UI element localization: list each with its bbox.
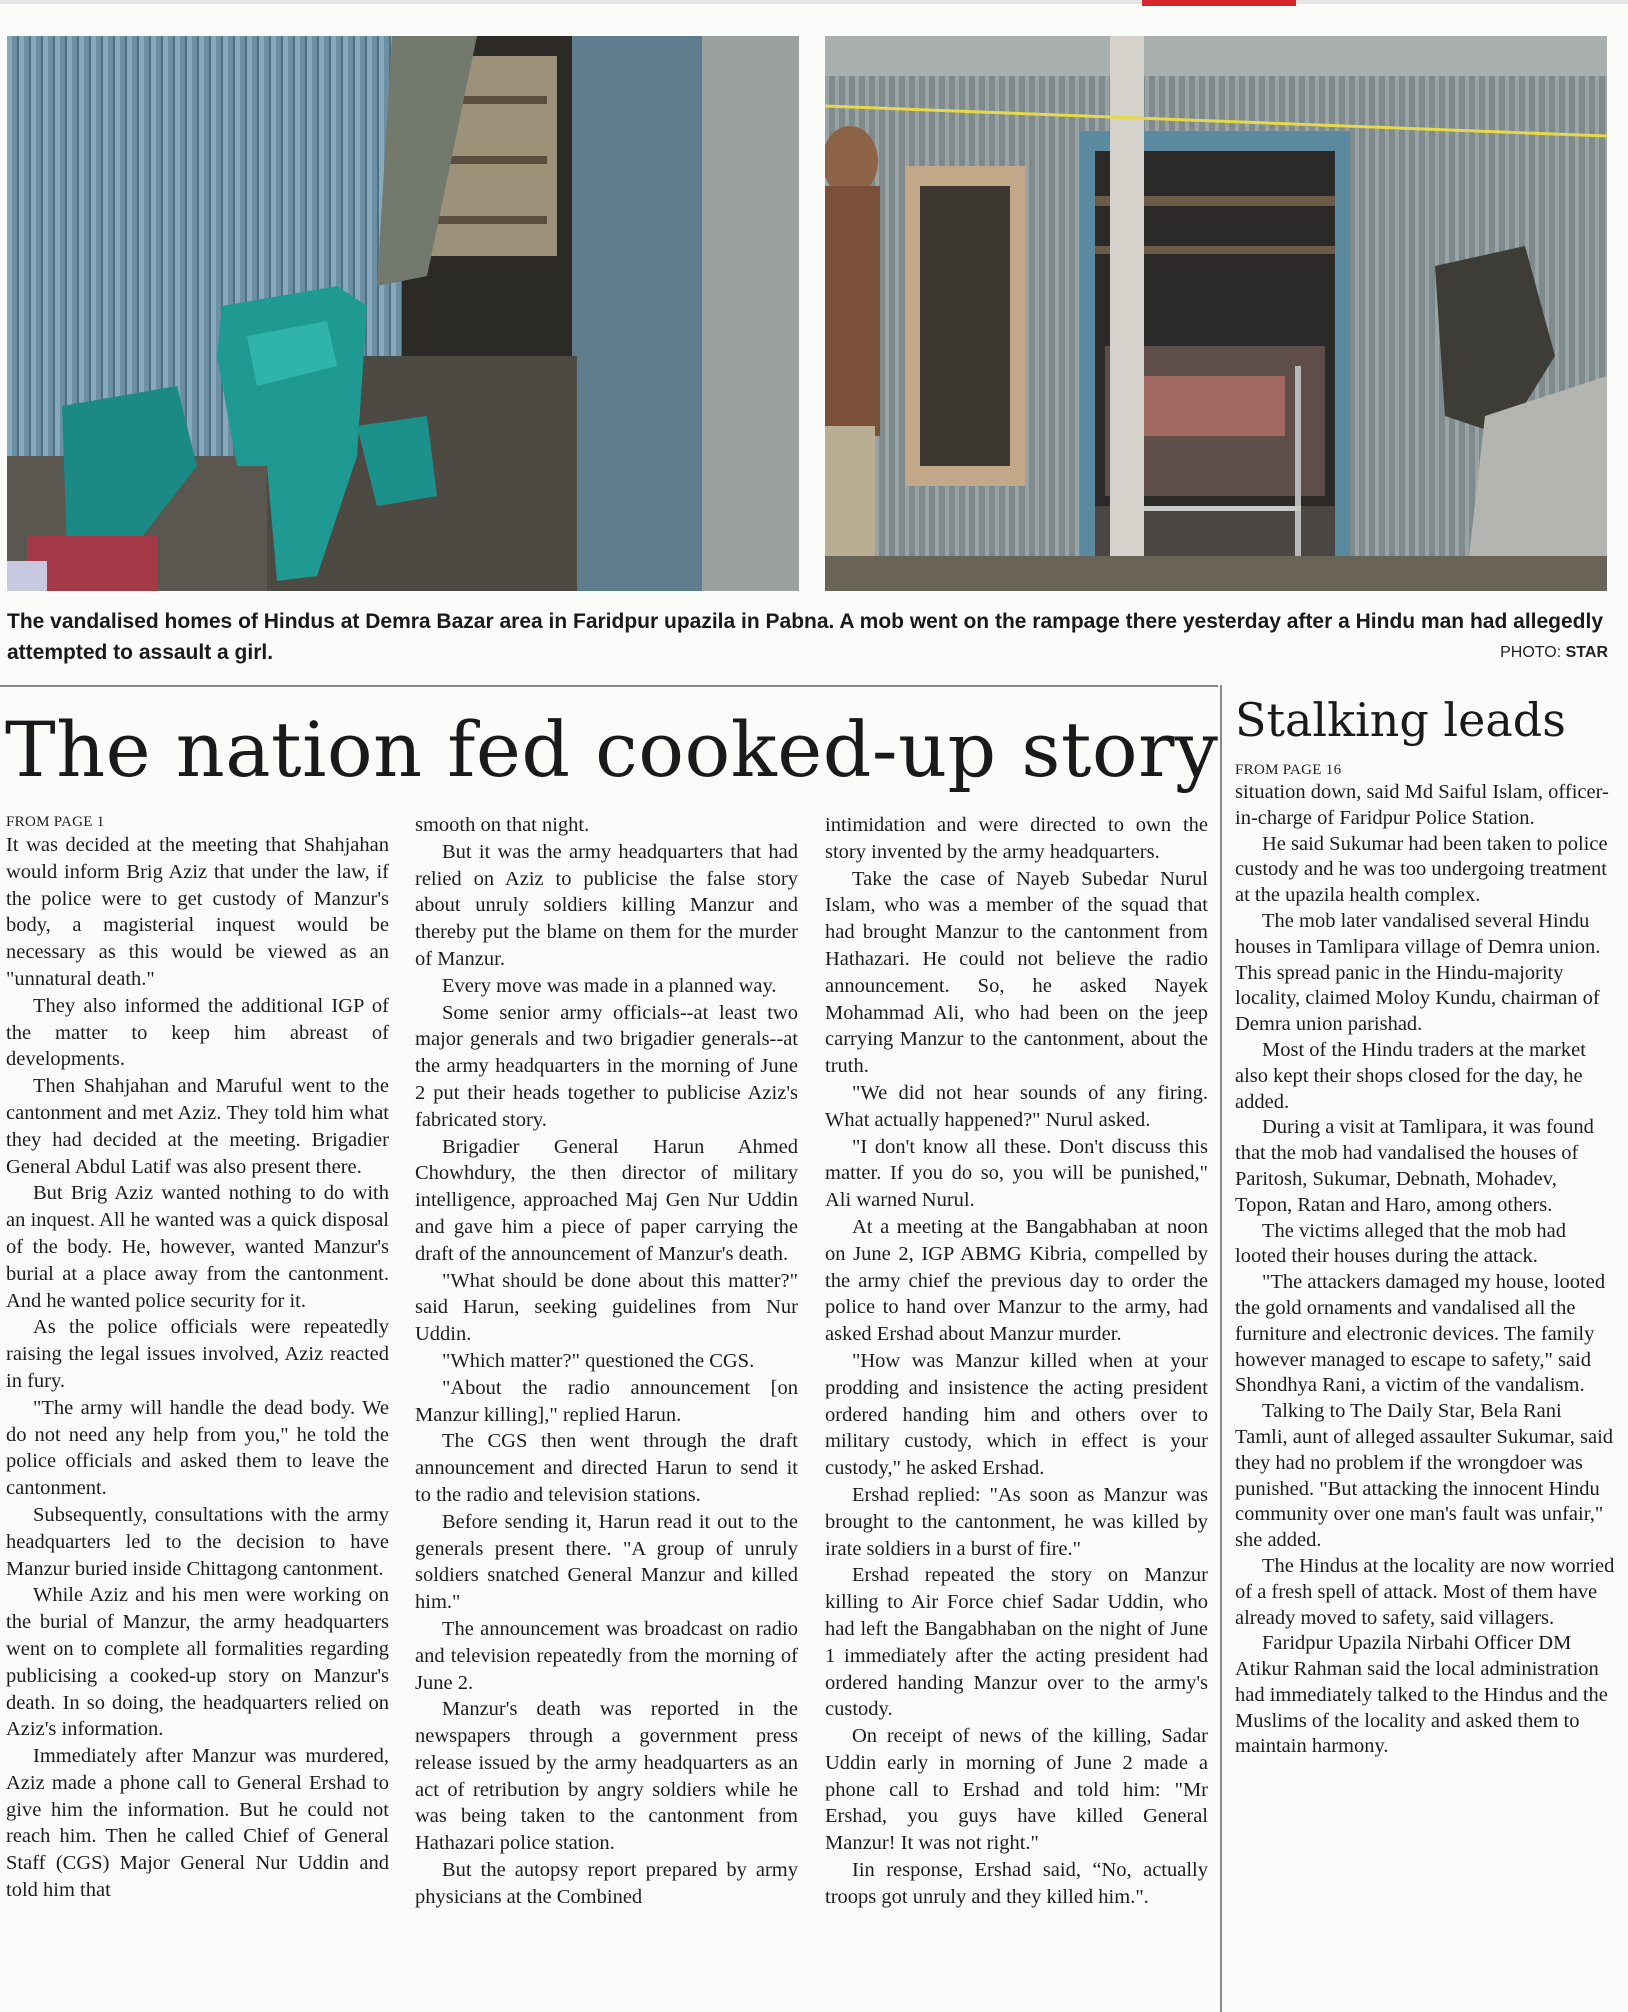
paragraph: Take the case of Nayeb Subedar Nurul Islam, who was a member of the squad that had brought Manzur to the cantonment from Hathazari. He could not believe the radio announcement. So, he asked Nayek Mohammad Ali, who had been on the jeep carrying Manzur to the cantonment, about the truth.: [825, 867, 1208, 1078]
paragraph: The announcement was broadcast on radio and television repeatedly from the morning of June 2.: [415, 1617, 798, 1694]
paragraph: Iin response, Ershad said, “No, actually troops got unruly and they killed him.".: [825, 1859, 1208, 1908]
paragraph: "We did not hear sounds of any firing. What actually happened?" Nurul asked.: [825, 1081, 1208, 1131]
photo-vandalised-room-chairs: [7, 36, 799, 591]
paragraph: Some senior army officials--at least two major generals and two brigadier generals--at the army headquarters in the morning of June 2 put their heads together to publicise Aziz's fabricated story.: [415, 1001, 798, 1131]
main-headline: The nation fed cooked-up story: [5, 705, 1219, 794]
paragraph: The victims alleged that the mob had looted their houses during the attack.: [1235, 1219, 1566, 1268]
photo-caption: The vandalised homes of Hindus at Demra Bazar area in Faridpur upazila in Pabna. A mob went on the rampage there yesterday after a Hindu man had allegedly attempted to assault a girl.: [7, 610, 1604, 664]
paragraph: Ershad replied: "As soon as Manzur was brought to the cantonment, he was killed by irate soldiers in a burst of fire.": [825, 1483, 1208, 1560]
jump-line-from-page-16: FROM PAGE 16: [1235, 762, 1342, 778]
paragraph: "Which matter?" questioned the CGS.: [442, 1349, 755, 1372]
paragraph: During a visit at Tamlipara, it was found that the mob had vandalised the houses of Paritosh, Sukumar, Debnath, Mohadev, Topon, Ratan and Haro, among others.: [1235, 1116, 1594, 1216]
top-rule: [0, 0, 1628, 4]
main-story-column-1: [6, 812, 389, 2012]
paragraph: He said Sukumar had been taken to police custody and he was too undergoing treatment at the upazila health complex.: [1235, 832, 1608, 907]
paragraph: While Aziz and his men were working on the burial of Manzur, the army headquarters went on to complete all formalities regarding publicising a cooked-up story on Manzur's death. In so doing, the headquarters relied on Aziz's information.: [6, 1584, 389, 1741]
jump-line-from-page-1: FROM PAGE 1: [6, 814, 105, 830]
side-story-column: [1235, 760, 1617, 1960]
paragraph: Every move was made in a planned way.: [442, 974, 777, 997]
paragraph: Then Shahjahan and Maruful went to the cantonment and met Aziz. They told him what they had decided at the meeting. Brigadier General Abdul Latif was also present there.: [6, 1075, 389, 1178]
headline-rule: [0, 685, 1218, 687]
paragraph: The Hindus at the locality are now worried of a fresh spell of attack. Most of them have already moved to safety, said villagers.: [1235, 1554, 1615, 1629]
paragraph: "What should be done about this matter?" said Harun, seeking guidelines from Nur Uddin.: [415, 1269, 798, 1346]
paragraph: Brigadier General Harun Ahmed Chowhdury, the then director of military intelligence, approached Maj Gen Nur Uddin and gave him a piece of paper carrying the draft of the announcement of Manzur's death.: [415, 1135, 798, 1265]
paragraph: Manzur's death was reported in the newspapers through a government press release issued by the army headquarters as an act of retribution by angry soldiers while he was being taken to the cantonment from Hathazari police station.: [415, 1698, 798, 1855]
paragraph: The CGS then went through the draft announcement and directed Harun to send it to the radio and television stations.: [415, 1430, 798, 1506]
paragraph: Ershad repeated the story on Manzur killing to Air Force chief Sadar Uddin, who had left the Bangabhaban on the night of June 1 immediately after the acting president had ordered handing Manzur over to the army's custody.: [825, 1564, 1208, 1721]
paragraph: The mob later vandalised several Hindu houses in Tamlipara village of Demra union. This spread panic in the Hindu-majority locality, claimed Moloy Kundu, chairman of Demra union parishad.: [1235, 909, 1601, 1036]
paragraph: Faridpur Upazila Nirbahi Officer DM Atikur Rahman said the local administration had immediately talked to the Hindus and the Muslims of the locality and asked them to maintain harmony.: [1235, 1632, 1608, 1758]
paragraph: It was decided at the meeting that Shahjahan would inform Brig Aziz that under the law, if the police were to get custody of Manzur's body, a magisterial inquest would be necessary as this would be viewed as an "unnatural death.": [6, 834, 389, 990]
paragraph: Immediately after Manzur was murdered, Aziz made a phone call to General Ershad to give him the information. But he could not reach him. Then he called Chief of General Staff (CGS) Major General Nur Uddin and told him that: [6, 1745, 389, 1902]
paragraph: situation down, said Md Saiful Islam, officer-in-charge of Faridpur Police Station.: [1235, 781, 1609, 829]
section-flag: [1142, 0, 1296, 6]
paragraph: But the autopsy report prepared by army physicians at the Combined: [415, 1859, 798, 1908]
paragraph: Before sending it, Harun read it out to the generals present there. "A group of unruly soldiers snatched General Manzur and killed him.": [415, 1510, 798, 1614]
column-divider: [1220, 685, 1222, 2012]
paragraph: "How was Manzur killed when at your prodding and insistence the acting president ordered handing him and others over to military custody, which in effect is your custody," he asked Ershad.: [825, 1349, 1208, 1480]
photo-credit-source: STAR: [1565, 644, 1608, 661]
paragraph: At a meeting at the Bangabhaban at noon on June 2, IGP ABMG Kibria, compelled by the army chief the previous day to order the police to hand over Manzur to the army, had asked Ershad about Manzur murder.: [825, 1215, 1208, 1346]
paragraph: On receipt of news of the killing, Sadar Uddin early in morning of June 2 made a phone call to Ershad and told him: "Mr Ershad, you guys have killed General Manzur! It was not right.": [825, 1725, 1208, 1855]
paragraph: "The army will handle the dead body. We do not need any help from you," he told the police officials and asked them to leave the cantonment.: [6, 1396, 389, 1500]
paragraph: Talking to The Daily Star, Bela Rani Tamli, aunt of alleged assaulter Sukumar, said they had no problem if the wrongdoer was punished. "But attacking the innocent Hindu community over one man's fault was unfair," she added.: [1235, 1400, 1614, 1552]
paragraph: They also informed the additional IGP of the matter to keep him abreast of developments.: [6, 994, 389, 1071]
main-story-column-2: [415, 812, 798, 2012]
paragraph: But Brig Aziz wanted nothing to do with an inquest. All he wanted was a quick disposal of the body. He, however, wanted Manzur's burial at a place away from the cantonment. And he wanted police security for it.: [6, 1182, 389, 1312]
photo-credit: [1500, 644, 1608, 662]
paragraph: smooth on that night.: [415, 814, 590, 836]
paragraph: Most of the Hindu traders at the market also kept their shops closed for the day, he added.: [1235, 1038, 1586, 1113]
paragraph: "I don't know all these. Don't discuss this matter. If you do so, you will be punished," Ali warned Nurul.: [825, 1135, 1208, 1212]
paragraph: Subsequently, consultations with the army headquarters led to the decision to have Manzur buried inside Chittagong cantonment.: [6, 1503, 389, 1580]
side-headline: Stalking leads: [1235, 693, 1566, 747]
photo-credit-label: PHOTO:: [1500, 644, 1562, 661]
paragraph: But it was the army headquarters that had relied on Aziz to publicise the false story about unruly soldiers killing Manzur and thereby put the blame on them for the murder of Manzur.: [415, 840, 798, 970]
main-story-column-3: [825, 812, 1208, 2012]
photo-broken-house-and-man: [825, 36, 1607, 591]
paragraph: As the police officials were repeatedly raising the legal issues involved, Aziz reacted in fury.: [6, 1316, 389, 1392]
paragraph: "The attackers damaged my house, looted the gold ornaments and vandalised all the furniture and electronic devices. The family however managed to escape to safety," said Shondhya Rani, a victim of the vandalism.: [1235, 1271, 1606, 1397]
paragraph: "About the radio announcement [on Manzur killing]," replied Harun.: [415, 1376, 798, 1426]
paragraph: intimidation and were directed to own the story invented by the army headquarters.: [825, 814, 1208, 863]
